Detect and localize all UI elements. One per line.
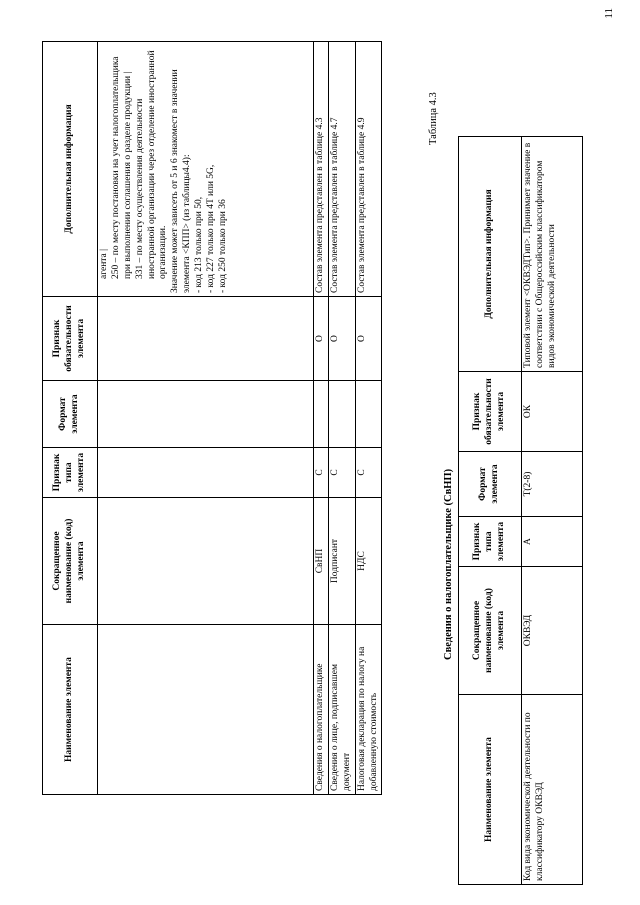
cell-code: Подписант — [328, 498, 355, 625]
header-cell: Наименование элемента — [43, 625, 98, 795]
cell-required: ОК — [522, 372, 583, 452]
table-title: Сведения о налогоплательщике (СвНП) — [443, 468, 454, 660]
cell-name: Сведения о лице, подписавшем документ — [328, 625, 355, 795]
cell-required: О — [314, 297, 329, 381]
cell-required: О — [328, 297, 355, 381]
header-cell: Признак обязательности элемента — [43, 297, 98, 381]
header-cell: Признак типа элемента — [459, 517, 522, 567]
additional-info-cell — [98, 42, 314, 297]
note-line: - код 250 только при 36 — [217, 199, 228, 293]
header-cell: Формат элемента — [43, 381, 98, 448]
cell-format — [328, 381, 355, 448]
cell-name: Сведения о налогоплательщике — [314, 625, 329, 795]
table-label: Таблица 4.3 — [428, 92, 439, 145]
cell-code: ОКВЭД — [522, 567, 583, 695]
header-cell: Наименование элемента — [459, 695, 522, 885]
cell-required: О — [355, 297, 382, 381]
note-line: - код 227 только при 4T или 5G, — [205, 164, 216, 293]
table-header-row — [459, 137, 522, 885]
cell-type: С — [314, 448, 329, 498]
cell-info: Состав элемента представлен в таблице 4.7 — [328, 42, 355, 297]
table-row — [522, 137, 583, 885]
cell-type: А — [522, 517, 583, 567]
cell-name: Код вида экономической деятельности по классификатору ОКВЭД — [522, 695, 583, 885]
cell-code: НДС — [355, 498, 382, 625]
header-cell: Сокращенное наименование (код) элемента — [459, 567, 522, 695]
cell-format — [355, 381, 382, 448]
table-row — [314, 42, 329, 795]
header-cell: Формат элемента — [459, 452, 522, 517]
cell-code: СвНП — [314, 498, 329, 625]
header-cell: Дополнительная информация — [43, 42, 98, 297]
note-line: агента | — [99, 248, 109, 279]
table-header-row — [43, 42, 98, 795]
cell-type: С — [355, 448, 382, 498]
cell-format: T(2-8) — [522, 452, 583, 517]
page-number: 11 — [603, 8, 615, 19]
header-cell: Признак обязательности элемента — [459, 372, 522, 452]
table-row — [98, 42, 314, 795]
note-line: 331 – по месту осуществления деятельности иностранной организации через отделение иностранной организации. — [134, 50, 169, 279]
cell-info: Типовой элемент <ОКВЭДТип>. Принимает значение в соответствии с Общероссийским классификатором видов экономической деятельности — [522, 137, 583, 372]
note-line: Значение может зависеть от 5 и 6 знакомест в значении элемента <КПП> (из таблицы4.4): — [170, 69, 193, 293]
header-cell: Дополнительная информация — [459, 137, 522, 372]
cell-type: С — [328, 448, 355, 498]
table-row — [355, 42, 382, 795]
cell-format — [314, 381, 329, 448]
cell-name: Налоговая декларация по налогу на добавленную стоимость — [355, 625, 382, 795]
note-line: 250 – по месту постановки на учет налогоплательщика при выполнении соглашения о разделе продукции | — [110, 56, 133, 279]
elements-table-continued — [42, 41, 382, 795]
note-line: - код 213 только при 50, — [194, 196, 204, 293]
taxpayer-info-table — [458, 136, 583, 885]
table-row — [328, 42, 355, 795]
header-cell: Сокращенное наименование (код) элемента — [43, 498, 98, 625]
header-cell: Признак типа элемента — [43, 448, 98, 498]
cell-info: Состав элемента представлен в таблице 4.3 — [314, 42, 329, 297]
cell-info: Состав элемента представлен в таблице 4.9 — [355, 42, 382, 297]
